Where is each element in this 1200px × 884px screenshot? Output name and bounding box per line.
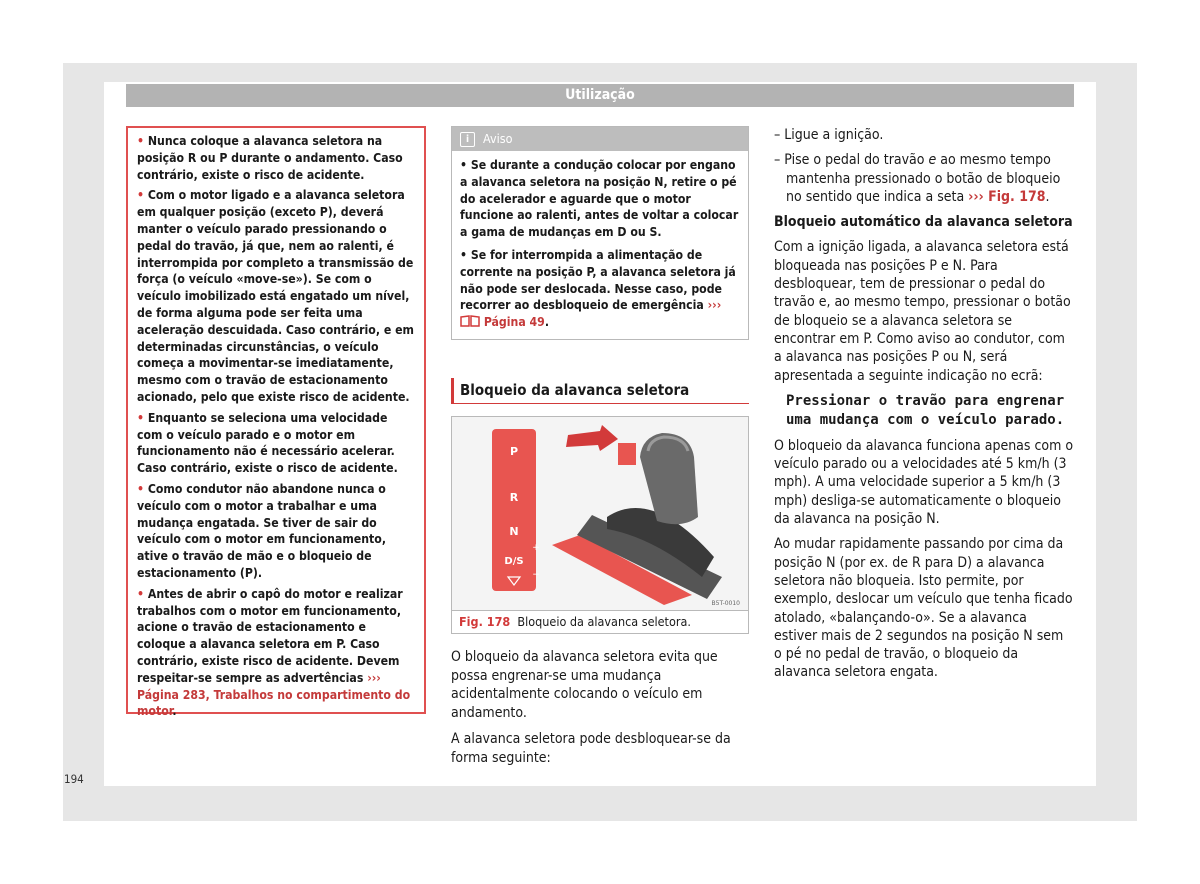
notice-item: • Se for interrompida a alimentação de corrente na posição P, a alavanca seletora já não pode ser deslocada. Nesse caso, pode recorrer ao desbloqueio de emergência ››› Página 49. xyxy=(460,247,736,330)
bullet-icon: • xyxy=(137,188,145,203)
step-item: – Ligue a ignição. xyxy=(774,127,884,143)
lock-button xyxy=(618,443,636,465)
paragraph: O bloqueio da alavanca seletora evita que possa engrenar-se uma mudança acidentalmente colocando o veículo em andamento. xyxy=(451,649,718,721)
arrow-icon xyxy=(566,425,618,451)
notice-box xyxy=(451,126,749,340)
bullet-icon: • xyxy=(137,410,145,425)
page-link[interactable]: Página 49 xyxy=(483,315,545,330)
page-link[interactable]: ››› Página 283, Trabalhos no compartimento do motor xyxy=(137,670,411,719)
bullet-icon: • xyxy=(137,481,145,496)
paragraph: A alavanca seletora pode desbloquear-se da forma seguinte: xyxy=(451,731,731,766)
gear-illustration-svg xyxy=(452,417,748,610)
column3-text xyxy=(774,126,1074,689)
paragraph: Ao mudar rapidamente passando por cima da posição N (por ex. de R para D) a alavanca seletora não bloqueia. Isto permite, por exemplo, deslocar um veículo que tenha ficado atolado, «balançando-o». Se a alavanca estiver mais de 2 segundos na posição N sem o pé no pedal de travão, o bloqueio da alavanca seletora engata. xyxy=(774,536,1073,681)
figure-link[interactable]: ››› Fig. 178 xyxy=(968,188,1046,205)
section-title: Bloqueio da alavanca seletora xyxy=(451,378,749,404)
notice-body xyxy=(452,151,748,331)
display-message: Pressionar o travão para engrenar uma mudança com o veículo parado. xyxy=(786,392,1065,428)
gear-label-p: P xyxy=(509,445,519,458)
warning-item: • Como condutor não abandone nunca o veículo com o motor a trabalhar e uma mudança engatada. Se tiver de sair do veículo com o motor em funcionamento, ative o travão de mão e o bloqueio de estacionamento (P). xyxy=(137,481,386,580)
warning-item: • Antes de abrir o capô do motor e realizar trabalhos com o motor em funcionamento, acione o travão de estacionamento e coloque a alavanca seletora em P. Caso contrário, existe risco de acidente. Devem respeitar-se sempre as advertências ››› Página 283, Trabalhos no compartimento do motor. xyxy=(137,586,411,719)
warning-item: • Nunca coloque a alavanca seletora na posição R ou P durante o andamento. Caso contrário, existe o risco de acidente. xyxy=(137,134,403,182)
page-link-arrows[interactable]: ››› xyxy=(707,298,722,313)
gear-label-n: N xyxy=(509,525,519,538)
info-icon: i xyxy=(460,132,475,147)
warning-box xyxy=(126,126,426,719)
notice-item: • Se durante a condução colocar por engano a alavanca seletora na posição N, retire o pé do acelerador e aguarde que o motor funcione ao ralenti, antes de voltar a colocar a gama de mudanças em D ou S. xyxy=(460,158,739,240)
minus-label: − xyxy=(532,570,540,580)
figure-caption: Fig. 178 Bloqueio da alavanca seletora. xyxy=(459,614,691,629)
bullet-icon: • xyxy=(137,586,145,601)
notice-header xyxy=(452,127,748,151)
paragraph: Com a ignição ligada, a alavanca seletora está bloqueada nas posições P e N. Para desbloquear, tem de pressionar o pedal do travão e, ao mesmo tempo, pressionar o botão de bloqueio se a alavanca seletora se encontrar em P. Como aviso ao condutor, com a alavanca nas posições P ou N, será apresentada a seguinte indicação no ecrã: xyxy=(774,239,1071,384)
column2-text xyxy=(451,648,749,775)
warning-item: • Enquanto se seleciona uma velocidade com o veículo parado e o motor em funcionamento não é necessário acelerar. Caso contrário, existe o risco de acidente. xyxy=(137,410,398,476)
step-item: – Pise o pedal do travão e ao mesmo tempo mantenha pressionado o botão de bloqueio no sentido que indica a seta ››› Fig. 178. xyxy=(774,152,1061,205)
gear-selector-illustration xyxy=(452,417,748,611)
gear-label-r: R xyxy=(509,491,519,504)
paragraph: O bloqueio da alavanca funciona apenas com o veículo parado ou a velocidades até 5 km/h (3 mph). A uma velocidade superior a 5 km/h (3 mph) desliga-se automaticamente o bloqueio da alavanca na posição N. xyxy=(774,437,1074,528)
warning-item: • Com o motor ligado e a alavanca seletora em qualquer posição (exceto P), deverá manter o veículo parado pressionando o pedal do travão, já que, nem ao ralenti, é interrompida por completo a transmissão de força (o veículo «move-se»). Se com o veículo imobilizado está engatado um nível, de forma alguma pode ser feita uma aceleração descuidada. Caso contrário, e em determinadas circunstâncias, o veículo começa a movimentar-se imediatamente, mesmo com o travão de estacionamento acionado, pelo que existe risco de acidente. xyxy=(137,188,414,404)
subheading: Bloqueio automático da alavanca seletora xyxy=(774,214,1073,231)
gear-label-ds: D/S xyxy=(504,556,524,567)
page-header: Utilização xyxy=(126,84,1074,107)
bullet-icon: • xyxy=(137,134,145,148)
figure-code: B5T-0010 xyxy=(711,600,740,607)
book-icon xyxy=(460,315,480,327)
figure xyxy=(451,416,749,634)
notice-title: Aviso xyxy=(483,131,513,146)
plus-label: + xyxy=(532,543,540,553)
page-number: 194 xyxy=(64,772,84,786)
